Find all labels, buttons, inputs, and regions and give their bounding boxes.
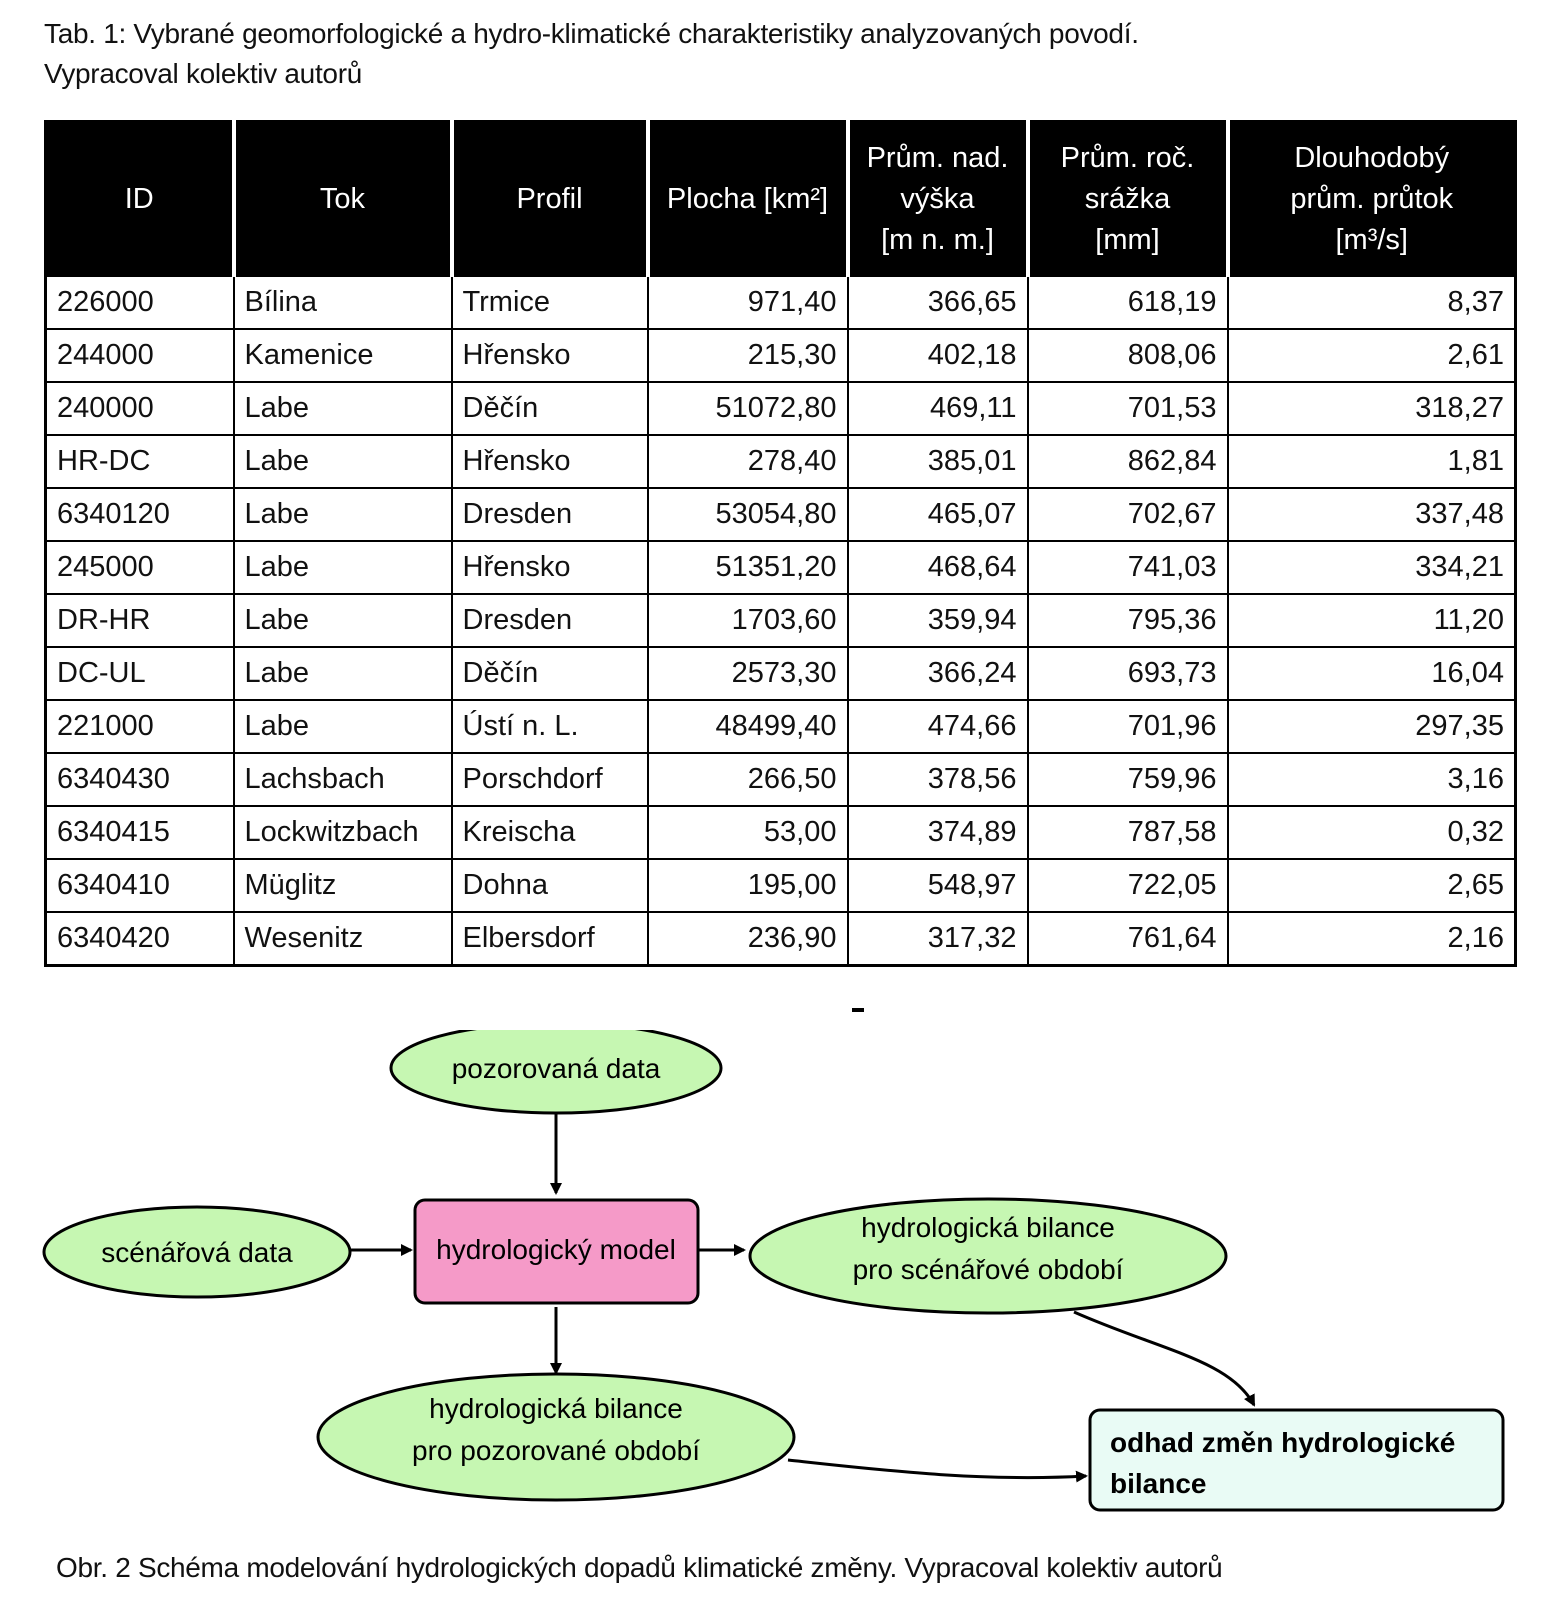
- table-caption-line2: Vypracoval kolektiv autorů: [44, 58, 362, 89]
- table-header-row: [46, 122, 1516, 277]
- cell-tok: Kamenice: [234, 329, 452, 382]
- cell-prutok: 297,35: [1228, 700, 1516, 753]
- estimate-line1: odhad změn hydrologické: [1110, 1427, 1456, 1458]
- balance-scenario-line2: pro scénářové období: [852, 1254, 1124, 1285]
- cell-srazka: 693,73: [1028, 647, 1228, 700]
- cell-srazka: 741,03: [1028, 541, 1228, 594]
- cell-id: 6340420: [46, 912, 234, 966]
- modeling-diagram: [0, 1030, 1560, 1550]
- cell-vyska: 469,11: [848, 382, 1028, 435]
- cell-tok: Müglitz: [234, 859, 452, 912]
- cell-tok: Lachsbach: [234, 753, 452, 806]
- cell-tok: Labe: [234, 435, 452, 488]
- cell-prutok: 2,65: [1228, 859, 1516, 912]
- cell-vyska: 465,07: [848, 488, 1028, 541]
- table-row: [46, 382, 1516, 435]
- cell-prutok: 2,61: [1228, 329, 1516, 382]
- table-row: [46, 329, 1516, 382]
- cell-plocha: 51351,20: [648, 541, 848, 594]
- observed-data-label: pozorovaná data: [451, 1053, 661, 1084]
- cell-srazka: 808,06: [1028, 329, 1228, 382]
- scenario-data-label: scénářová data: [101, 1237, 293, 1268]
- cell-srazka: 701,53: [1028, 382, 1228, 435]
- node-scenario-data: [44, 1207, 350, 1297]
- cell-srazka: 618,19: [1028, 276, 1228, 329]
- cell-vyska: 366,24: [848, 647, 1028, 700]
- cell-plocha: 971,40: [648, 276, 848, 329]
- table-row: [46, 541, 1516, 594]
- cell-id: 6340410: [46, 859, 234, 912]
- cell-profil: Hřensko: [452, 329, 648, 382]
- cell-profil: Trmice: [452, 276, 648, 329]
- cell-profil: Hřensko: [452, 541, 648, 594]
- cell-tok: Bílina: [234, 276, 452, 329]
- cell-prutok: 318,27: [1228, 382, 1516, 435]
- table-row: [46, 912, 1516, 966]
- cell-tok: Labe: [234, 541, 452, 594]
- cell-profil: Porschdorf: [452, 753, 648, 806]
- balance-scenario-line1: hydrologická bilance: [861, 1212, 1115, 1243]
- cell-tok: Labe: [234, 382, 452, 435]
- cell-id: DC-UL: [46, 647, 234, 700]
- cell-id: 6340120: [46, 488, 234, 541]
- cell-plocha: 53,00: [648, 806, 848, 859]
- cell-prutok: 2,16: [1228, 912, 1516, 966]
- cell-profil: Děčín: [452, 647, 648, 700]
- table-row: [46, 806, 1516, 859]
- cell-id: 244000: [46, 329, 234, 382]
- cell-id: DR-HR: [46, 594, 234, 647]
- cell-vyska: 366,65: [848, 276, 1028, 329]
- cell-vyska: 402,18: [848, 329, 1028, 382]
- header-id: ID: [46, 122, 234, 277]
- cell-tok: Labe: [234, 647, 452, 700]
- edge-balance-scenario-to-estimate: [1074, 1312, 1254, 1405]
- cell-vyska: 359,94: [848, 594, 1028, 647]
- cell-plocha: 51072,80: [648, 382, 848, 435]
- node-estimate-changes: [1090, 1410, 1503, 1510]
- cell-id: 221000: [46, 700, 234, 753]
- cell-plocha: 53054,80: [648, 488, 848, 541]
- balance-observed-line2: pro pozorované období: [412, 1435, 700, 1466]
- cell-tok: Labe: [234, 594, 452, 647]
- cell-profil: Hřensko: [452, 435, 648, 488]
- header-profil: Profil: [452, 122, 648, 277]
- cell-prutok: 1,81: [1228, 435, 1516, 488]
- node-balance-scenario: [750, 1199, 1226, 1313]
- cell-srazka: 795,36: [1028, 594, 1228, 647]
- cell-tok: Labe: [234, 700, 452, 753]
- table-caption-line1: Tab. 1: Vybrané geomorfologické a hydro-klimatické charakteristiky analyzovaných povodí.: [44, 18, 1139, 49]
- cell-id: 245000: [46, 541, 234, 594]
- table-caption: [44, 14, 1139, 94]
- cell-srazka: 761,64: [1028, 912, 1228, 966]
- cell-prutok: 8,37: [1228, 276, 1516, 329]
- table-row: [46, 276, 1516, 329]
- cell-plocha: 195,00: [648, 859, 848, 912]
- cell-tok: Labe: [234, 488, 452, 541]
- separator-dash: [852, 1008, 864, 1012]
- characteristics-table: [44, 120, 1517, 967]
- cell-srazka: 722,05: [1028, 859, 1228, 912]
- cell-prutok: 16,04: [1228, 647, 1516, 700]
- cell-vyska: 378,56: [848, 753, 1028, 806]
- table-row: [46, 435, 1516, 488]
- table-row: [46, 859, 1516, 912]
- cell-profil: Dresden: [452, 594, 648, 647]
- cell-vyska: 468,64: [848, 541, 1028, 594]
- cell-prutok: 3,16: [1228, 753, 1516, 806]
- edge-balance-observed-to-estimate: [788, 1460, 1086, 1478]
- cell-profil: Ústí n. L.: [452, 700, 648, 753]
- estimate-line2: bilance: [1110, 1468, 1207, 1499]
- cell-srazka: 787,58: [1028, 806, 1228, 859]
- cell-plocha: 278,40: [648, 435, 848, 488]
- cell-id: HR-DC: [46, 435, 234, 488]
- cell-plocha: 1703,60: [648, 594, 848, 647]
- cell-id: 240000: [46, 382, 234, 435]
- cell-prutok: 11,20: [1228, 594, 1516, 647]
- table-row: [46, 700, 1516, 753]
- cell-profil: Děčín: [452, 382, 648, 435]
- table-row: [46, 594, 1516, 647]
- cell-profil: Dresden: [452, 488, 648, 541]
- node-observed-data: [391, 1030, 721, 1113]
- cell-plocha: 266,50: [648, 753, 848, 806]
- cell-vyska: 374,89: [848, 806, 1028, 859]
- cell-id: 226000: [46, 276, 234, 329]
- cell-profil: Elbersdorf: [452, 912, 648, 966]
- table-row: [46, 753, 1516, 806]
- cell-vyska: 385,01: [848, 435, 1028, 488]
- node-hydrological-model: [415, 1200, 698, 1303]
- cell-profil: Kreischa: [452, 806, 648, 859]
- balance-observed-line1: hydrologická bilance: [429, 1393, 683, 1424]
- cell-id: 6340430: [46, 753, 234, 806]
- header-vyska: Prům. nad. výška [m n. m.]: [848, 122, 1028, 277]
- header-tok: Tok: [234, 122, 452, 277]
- table-row: [46, 647, 1516, 700]
- figure-caption: Obr. 2 Schéma modelování hydrologických dopadů klimatické změny. Vypracoval kolektiv autorů: [56, 1552, 1223, 1583]
- cell-tok: Lockwitzbach: [234, 806, 452, 859]
- cell-vyska: 474,66: [848, 700, 1028, 753]
- model-label: hydrologický model: [436, 1234, 676, 1265]
- cell-srazka: 701,96: [1028, 700, 1228, 753]
- cell-vyska: 548,97: [848, 859, 1028, 912]
- cell-srazka: 862,84: [1028, 435, 1228, 488]
- cell-srazka: 759,96: [1028, 753, 1228, 806]
- cell-vyska: 317,32: [848, 912, 1028, 966]
- cell-srazka: 702,67: [1028, 488, 1228, 541]
- cell-plocha: 2573,30: [648, 647, 848, 700]
- cell-plocha: 215,30: [648, 329, 848, 382]
- table-row: [46, 488, 1516, 541]
- cell-prutok: 334,21: [1228, 541, 1516, 594]
- cell-plocha: 236,90: [648, 912, 848, 966]
- header-prutok: Dlouhodobý prům. průtok [m³/s]: [1228, 122, 1516, 277]
- cell-prutok: 337,48: [1228, 488, 1516, 541]
- header-srazka: Prům. roč. srážka [mm]: [1028, 122, 1228, 277]
- cell-id: 6340415: [46, 806, 234, 859]
- node-balance-observed: [318, 1374, 794, 1500]
- cell-profil: Dohna: [452, 859, 648, 912]
- cell-tok: Wesenitz: [234, 912, 452, 966]
- cell-prutok: 0,32: [1228, 806, 1516, 859]
- cell-plocha: 48499,40: [648, 700, 848, 753]
- header-plocha: Plocha [km²]: [648, 122, 848, 277]
